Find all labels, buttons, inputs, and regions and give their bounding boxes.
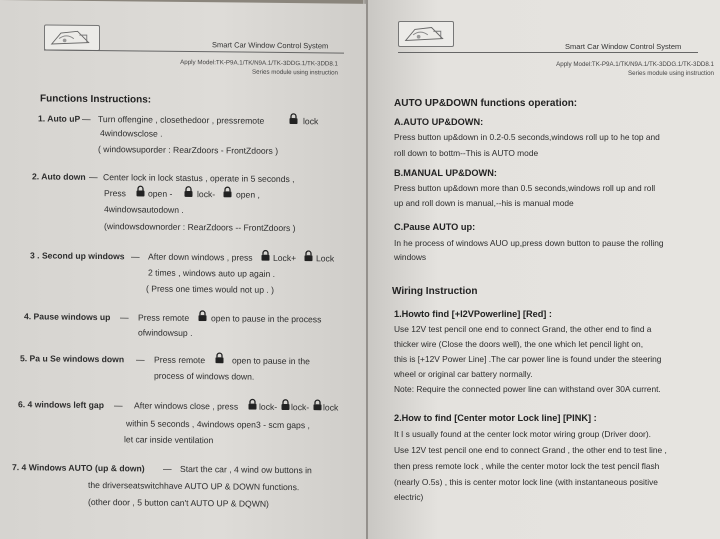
item3-line2: 2 times , windows auto up again . xyxy=(148,267,276,279)
car-window-logo-icon xyxy=(44,24,100,51)
padlock-icon xyxy=(261,250,270,261)
section-a-line2: roll down to bottm--This is AUTO mode xyxy=(394,148,539,158)
item5-label: 5. Pa u Se windows down xyxy=(20,353,125,365)
item2-dash: — xyxy=(89,171,98,183)
wiring2-line4: (nearly O.5s) , this is center motor lock line (with instantaneous positive xyxy=(394,477,658,487)
header-rule xyxy=(398,52,698,53)
item6-lock1: lock- xyxy=(259,401,278,412)
item2-open1: open - xyxy=(148,188,173,199)
padlock-icon xyxy=(136,185,145,196)
item5-line1: Press remote xyxy=(154,354,206,366)
padlock-icon xyxy=(281,399,290,410)
item6-line2: within 5 seconds , 4windows open3 - scm gaps , xyxy=(126,418,310,431)
item3-dash: — xyxy=(131,251,140,262)
item4-dash: — xyxy=(120,312,129,323)
header-model-line2: Series module using instruction xyxy=(252,68,338,77)
item7-line3: (other door , 5 button can't AUTO UP & DQWN) xyxy=(88,496,269,509)
item2-press: Press xyxy=(104,188,126,199)
item6-line1: After windows close , press xyxy=(134,400,239,412)
wiring1-title: 1.Howto find [+I2VPowerline] [Red] : xyxy=(394,309,552,319)
item5-line2: process of windows down. xyxy=(154,370,255,382)
padlock-icon xyxy=(313,399,322,410)
item2-label: 2. Auto down xyxy=(32,171,86,182)
section-b-line1: Press button up&down more than 0.5 seconds,windows roll up and roll xyxy=(394,183,656,193)
header-title: Smart Car Window Control System xyxy=(565,42,682,51)
item1-dash: — xyxy=(82,113,91,124)
item6-lock2: lock- xyxy=(291,402,310,413)
wiring2-line5: electric) xyxy=(394,492,424,502)
section-c-line2: windows xyxy=(394,252,427,262)
section-c-title: C.Pause AUTO up: xyxy=(394,222,476,232)
header-model-line1: Apply Model:TK-P9A.1/TK/N9A.1/TK-3DDG.1/TK-3DD8.1 xyxy=(556,61,714,68)
item6-lock3: lock xyxy=(323,402,339,413)
header-model xyxy=(556,60,714,78)
item7-line1: Start the car , 4 wind ow buttons in xyxy=(180,463,312,476)
item1-label: 1. Auto uP xyxy=(38,113,81,124)
item3-lockplus: Lock+ xyxy=(273,252,297,264)
section-c-line1: In he process of windows AUO up,press down button to pause the rolling xyxy=(394,238,664,248)
right-page xyxy=(368,0,720,539)
item1-line3: ( windowsuporder : RearZdoors - FrontZdoors ) xyxy=(98,144,279,156)
header-title: Smart Car Window Control System xyxy=(212,40,329,51)
padlock-icon xyxy=(248,399,257,410)
wiring1-line1: Use 12V test pencil one end to connect Grand, the other end to find a xyxy=(394,324,652,334)
item7-dash: — xyxy=(163,463,172,474)
wiring1-line3: this is [+12V Power Line] .The car power line is found under the steering xyxy=(394,354,662,364)
item2-line4: (windowsdownorder : RearZdoors -- FrontZdoors ) xyxy=(104,221,296,234)
padlock-icon xyxy=(223,186,232,197)
padlock-icon xyxy=(198,310,207,321)
auto-updown-heading: AUTO UP&DOWN functions operation: xyxy=(394,98,578,109)
section-a-line1: Press button up&down in 0.2-0.5 seconds,windows roll up to he top and xyxy=(394,132,660,142)
item2-lock: lock- xyxy=(197,189,216,200)
item3-line3: ( Press one times would not up . ) xyxy=(146,283,275,295)
item5-dash: — xyxy=(136,354,145,365)
item6-dash: — xyxy=(114,400,123,411)
wiring1-line5: Note: Require the connected power line can withstand over 30A current. xyxy=(394,384,661,394)
item2-line3: 4windowsautodown . xyxy=(104,204,184,215)
item2-line1: Center lock in lock stastus , operate in 5 seconds , xyxy=(103,172,295,185)
item2-open2: open , xyxy=(236,189,260,200)
item7-label: 7. 4 Windows AUTO (up & down) xyxy=(12,462,145,474)
padlock-icon xyxy=(184,186,193,197)
wiring2-line3: then press remote lock , while the center motor lock the test pencil flash xyxy=(394,461,660,471)
wiring1-line2: thicker wire (Close the doors well), the one which let pencil light on, xyxy=(394,339,644,349)
wiring2-line1: It I s usually found at the center lock motor wiring group (Driver door). xyxy=(394,429,651,439)
item4-line1: Press remote xyxy=(138,312,190,323)
item3-lock: Lock xyxy=(316,253,335,264)
item4-line2: ofwindowsup . xyxy=(138,327,193,339)
item4-line1b: open to pause in the process xyxy=(211,313,322,325)
item1-lock-word: lock xyxy=(303,116,319,127)
section-b-title: B.MANUAL UP&DOWN: xyxy=(394,168,497,178)
wiring1-line4: wheel or original car battery normally. xyxy=(394,369,533,379)
header-model-line2: Series module using instruction xyxy=(628,70,714,77)
item5-line1b: open to pause in the xyxy=(232,355,310,367)
section-a-title: A.AUTO UP&DOWN: xyxy=(394,117,484,127)
padlock-icon xyxy=(289,113,298,124)
padlock-icon xyxy=(215,352,224,363)
wiring-heading: Wiring Instruction xyxy=(392,286,478,297)
item1-line2: 4windowsclose . xyxy=(100,128,163,139)
item7-line2: the driverseatswitchhave AUTO UP & DOWN functions. xyxy=(88,479,300,493)
header-model-line1: Apply Model:TK-P9A.1/TK/N9A.1/TK-3DDG.1/TK-3DD8.1 xyxy=(180,58,338,68)
item6-label: 6. 4 windows left gap xyxy=(18,399,104,411)
item3-line1: After down windows , press xyxy=(148,251,253,263)
padlock-icon xyxy=(304,250,313,261)
item4-label: 4. Pause windows up xyxy=(24,311,111,323)
section-b-line2: up and roll down is manual,--his is manual mode xyxy=(394,198,574,208)
item6-line3: let car inside ventilation xyxy=(124,434,214,446)
wiring2-title: 2.How to find [Center motor Lock line] [PINK] : xyxy=(394,413,597,423)
wiring2-line2: Use 12V test pencil one end to connect Grand , the other end to test line , xyxy=(394,445,667,455)
item3-label: 3 . Second up windows xyxy=(30,250,125,262)
header-model xyxy=(180,58,338,78)
car-window-logo-icon xyxy=(398,21,454,47)
item1-line1: Turn offengine , closethedoor , pressremote xyxy=(98,114,265,126)
functions-heading: Functions Instructions: xyxy=(40,93,152,106)
